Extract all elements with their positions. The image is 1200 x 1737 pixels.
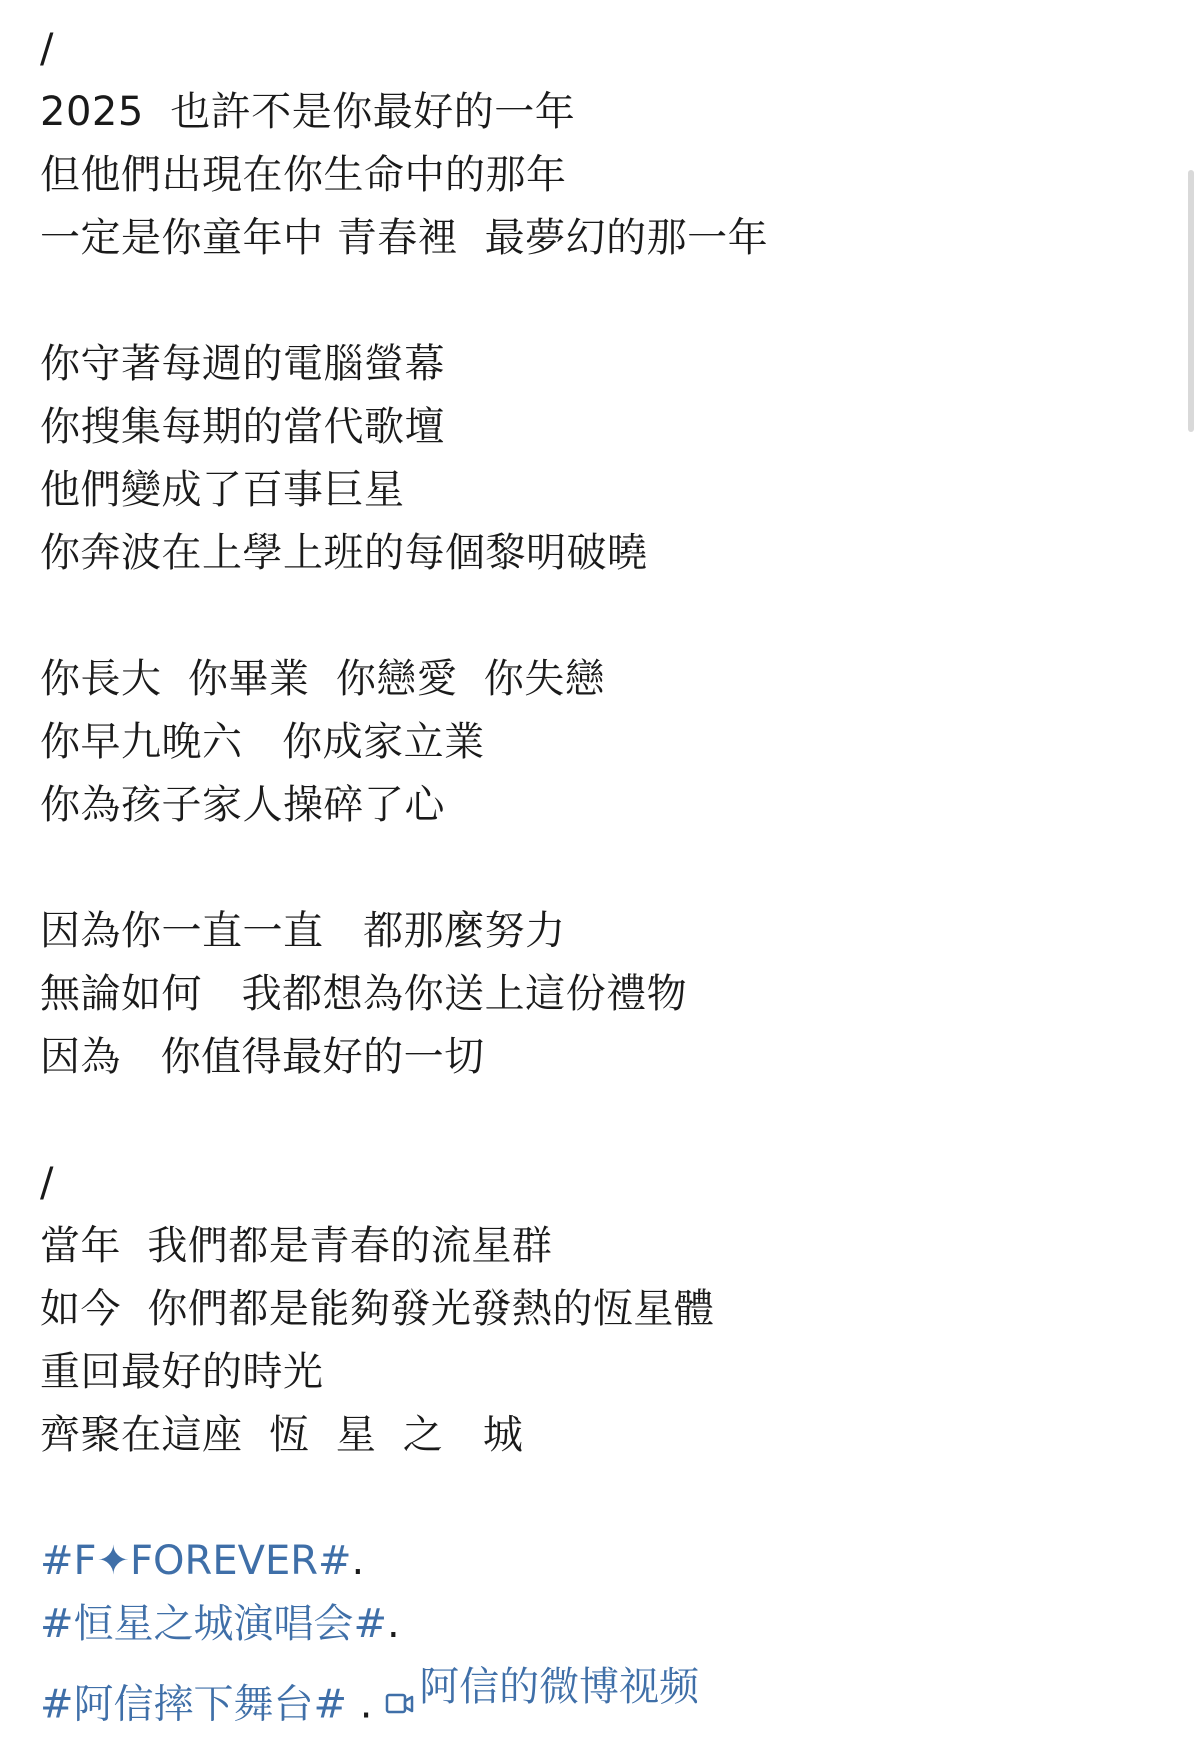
text-line: 無論如何 我都想為你送上這份禮物 — [40, 971, 688, 1017]
text-line: 他們變成了百事巨星 — [40, 467, 405, 513]
text-line: 齊聚在這座 恆 星 之 城 — [40, 1412, 524, 1458]
hashtag-row — [40, 1656, 1140, 1728]
text-line: 重回最好的時光 — [40, 1349, 324, 1395]
post-body — [40, 18, 1140, 1728]
hashtag-row — [40, 1593, 1140, 1656]
blank-line — [40, 837, 1140, 900]
blank-line — [40, 585, 1140, 648]
hashtag-link[interactable]: #F✦FOREVER# — [40, 1538, 352, 1584]
video-link-label: 阿信的微博视频 — [419, 1664, 700, 1710]
text-line: 但他們出現在你生命中的那年 — [40, 152, 567, 198]
blank-line — [40, 1089, 1140, 1152]
hashtag-separator: . — [347, 1681, 386, 1728]
hashtag-link[interactable]: #恒星之城演唱会# — [40, 1601, 388, 1647]
hashtag-list — [40, 1530, 1140, 1728]
blank-line — [40, 1467, 1140, 1530]
blank-line — [40, 270, 1140, 333]
divider-slash: / — [40, 1160, 54, 1206]
text-line: 一定是你童年中 青春裡 最夢幻的那一年 — [40, 215, 769, 261]
text-line: 因為你一直一直 都那麼努力 — [40, 908, 566, 954]
scrollbar-thumb[interactable] — [1188, 170, 1194, 432]
divider-slash: / — [40, 26, 54, 72]
text-line: 你搜集每期的當代歌壇 — [40, 404, 445, 450]
text-line: 2025 也許不是你最好的一年 — [40, 89, 576, 135]
text-line: 你守著每週的電腦螢幕 — [40, 341, 445, 387]
text-line: 你早九晚六 你成家立業 — [40, 719, 485, 765]
hashtag-row — [40, 1530, 1140, 1593]
text-line: 當年 我們都是青春的流星群 — [40, 1223, 553, 1269]
hashtag-separator: . — [351, 1538, 365, 1584]
text-line: 你長大 你畢業 你戀愛 你失戀 — [40, 656, 606, 702]
text-line: 如今 你們都是能夠發光發熱的恆星體 — [40, 1286, 715, 1332]
text-line: 因為 你值得最好的一切 — [40, 1034, 485, 1080]
hashtag-separator: . — [387, 1601, 400, 1647]
weibo-video-link[interactable] — [385, 1656, 699, 1719]
video-icon — [385, 1674, 415, 1702]
text-line: 你奔波在上學上班的每個黎明破曉 — [40, 530, 648, 576]
hashtag-link[interactable]: #阿信摔下舞台# — [40, 1681, 348, 1728]
text-line: 你為孩子家人操碎了心 — [40, 782, 445, 828]
